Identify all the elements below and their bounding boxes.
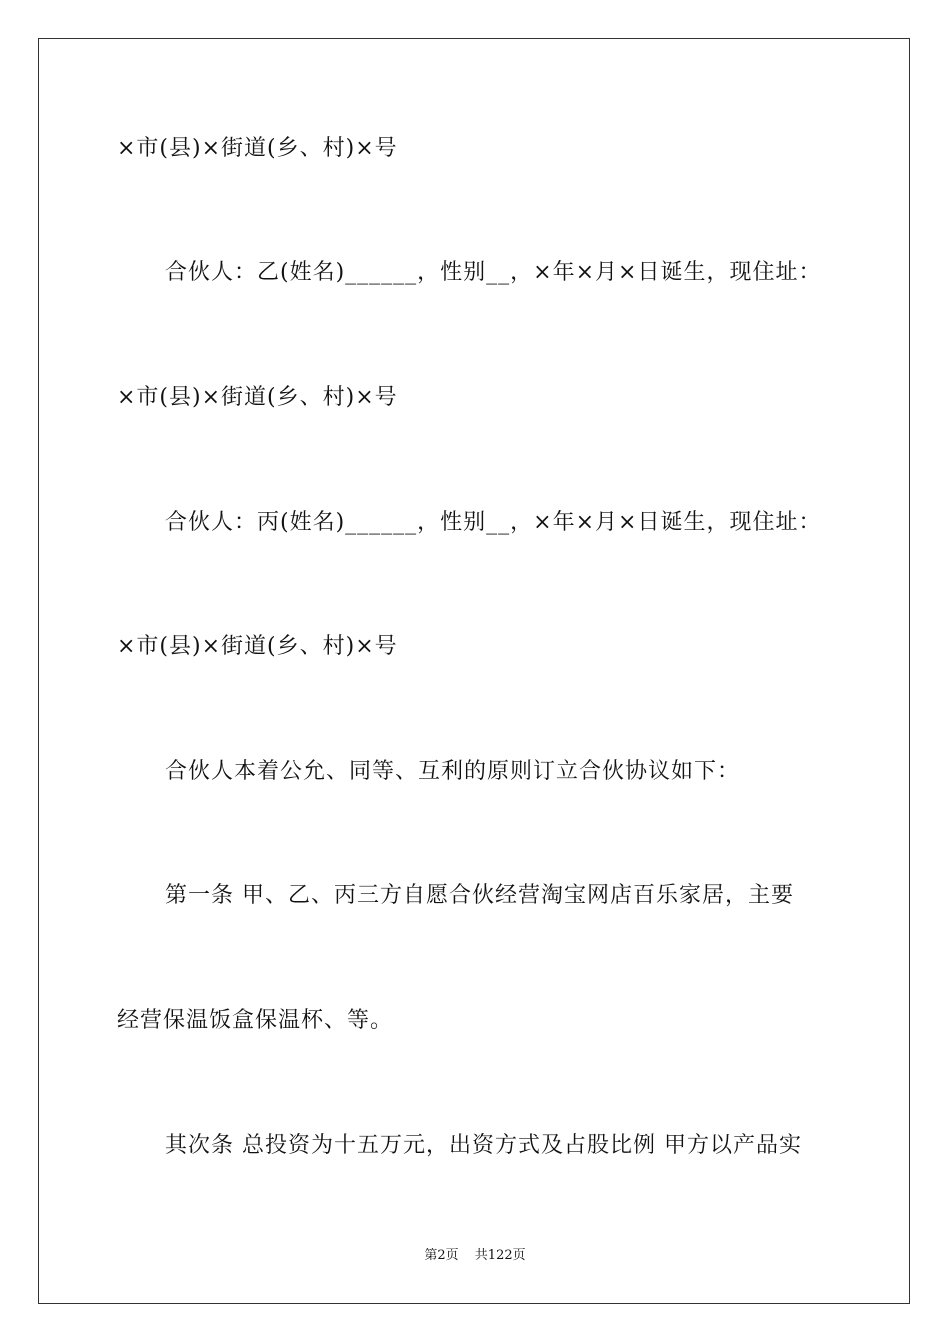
page-border bbox=[38, 38, 910, 1304]
address-line-3: ×市(县)×街道(乡、村)×号 bbox=[117, 634, 398, 659]
article-one-continuation: 经营保温饭盒保温杯、等。 bbox=[117, 1008, 394, 1033]
partner-c-line: 合伙人：丙(姓名)______，性别__，×年×月×日诞生，现住址： bbox=[165, 510, 822, 535]
page-number-current: 第2页 bbox=[424, 1248, 459, 1263]
address-line-2: ×市(县)×街道(乡、村)×号 bbox=[117, 385, 398, 410]
agreement-intro-line: 合伙人本着公允、同等、互利的原则订立合伙协议如下： bbox=[165, 759, 741, 784]
article-one-line: 第一条 甲、乙、丙三方自愿合伙经营淘宝网店百乐家居，主要 bbox=[165, 883, 794, 908]
page-footer bbox=[0, 1247, 950, 1265]
partner-b-line: 合伙人：乙(姓名)______，性别__，×年×月×日诞生，现住址： bbox=[165, 260, 822, 285]
address-line-1: ×市(县)×街道(乡、村)×号 bbox=[117, 136, 398, 161]
page-number-total: 共122页 bbox=[474, 1248, 526, 1263]
article-two-line: 其次条 总投资为十五万元，出资方式及占股比例 甲方以产品实 bbox=[165, 1133, 802, 1158]
